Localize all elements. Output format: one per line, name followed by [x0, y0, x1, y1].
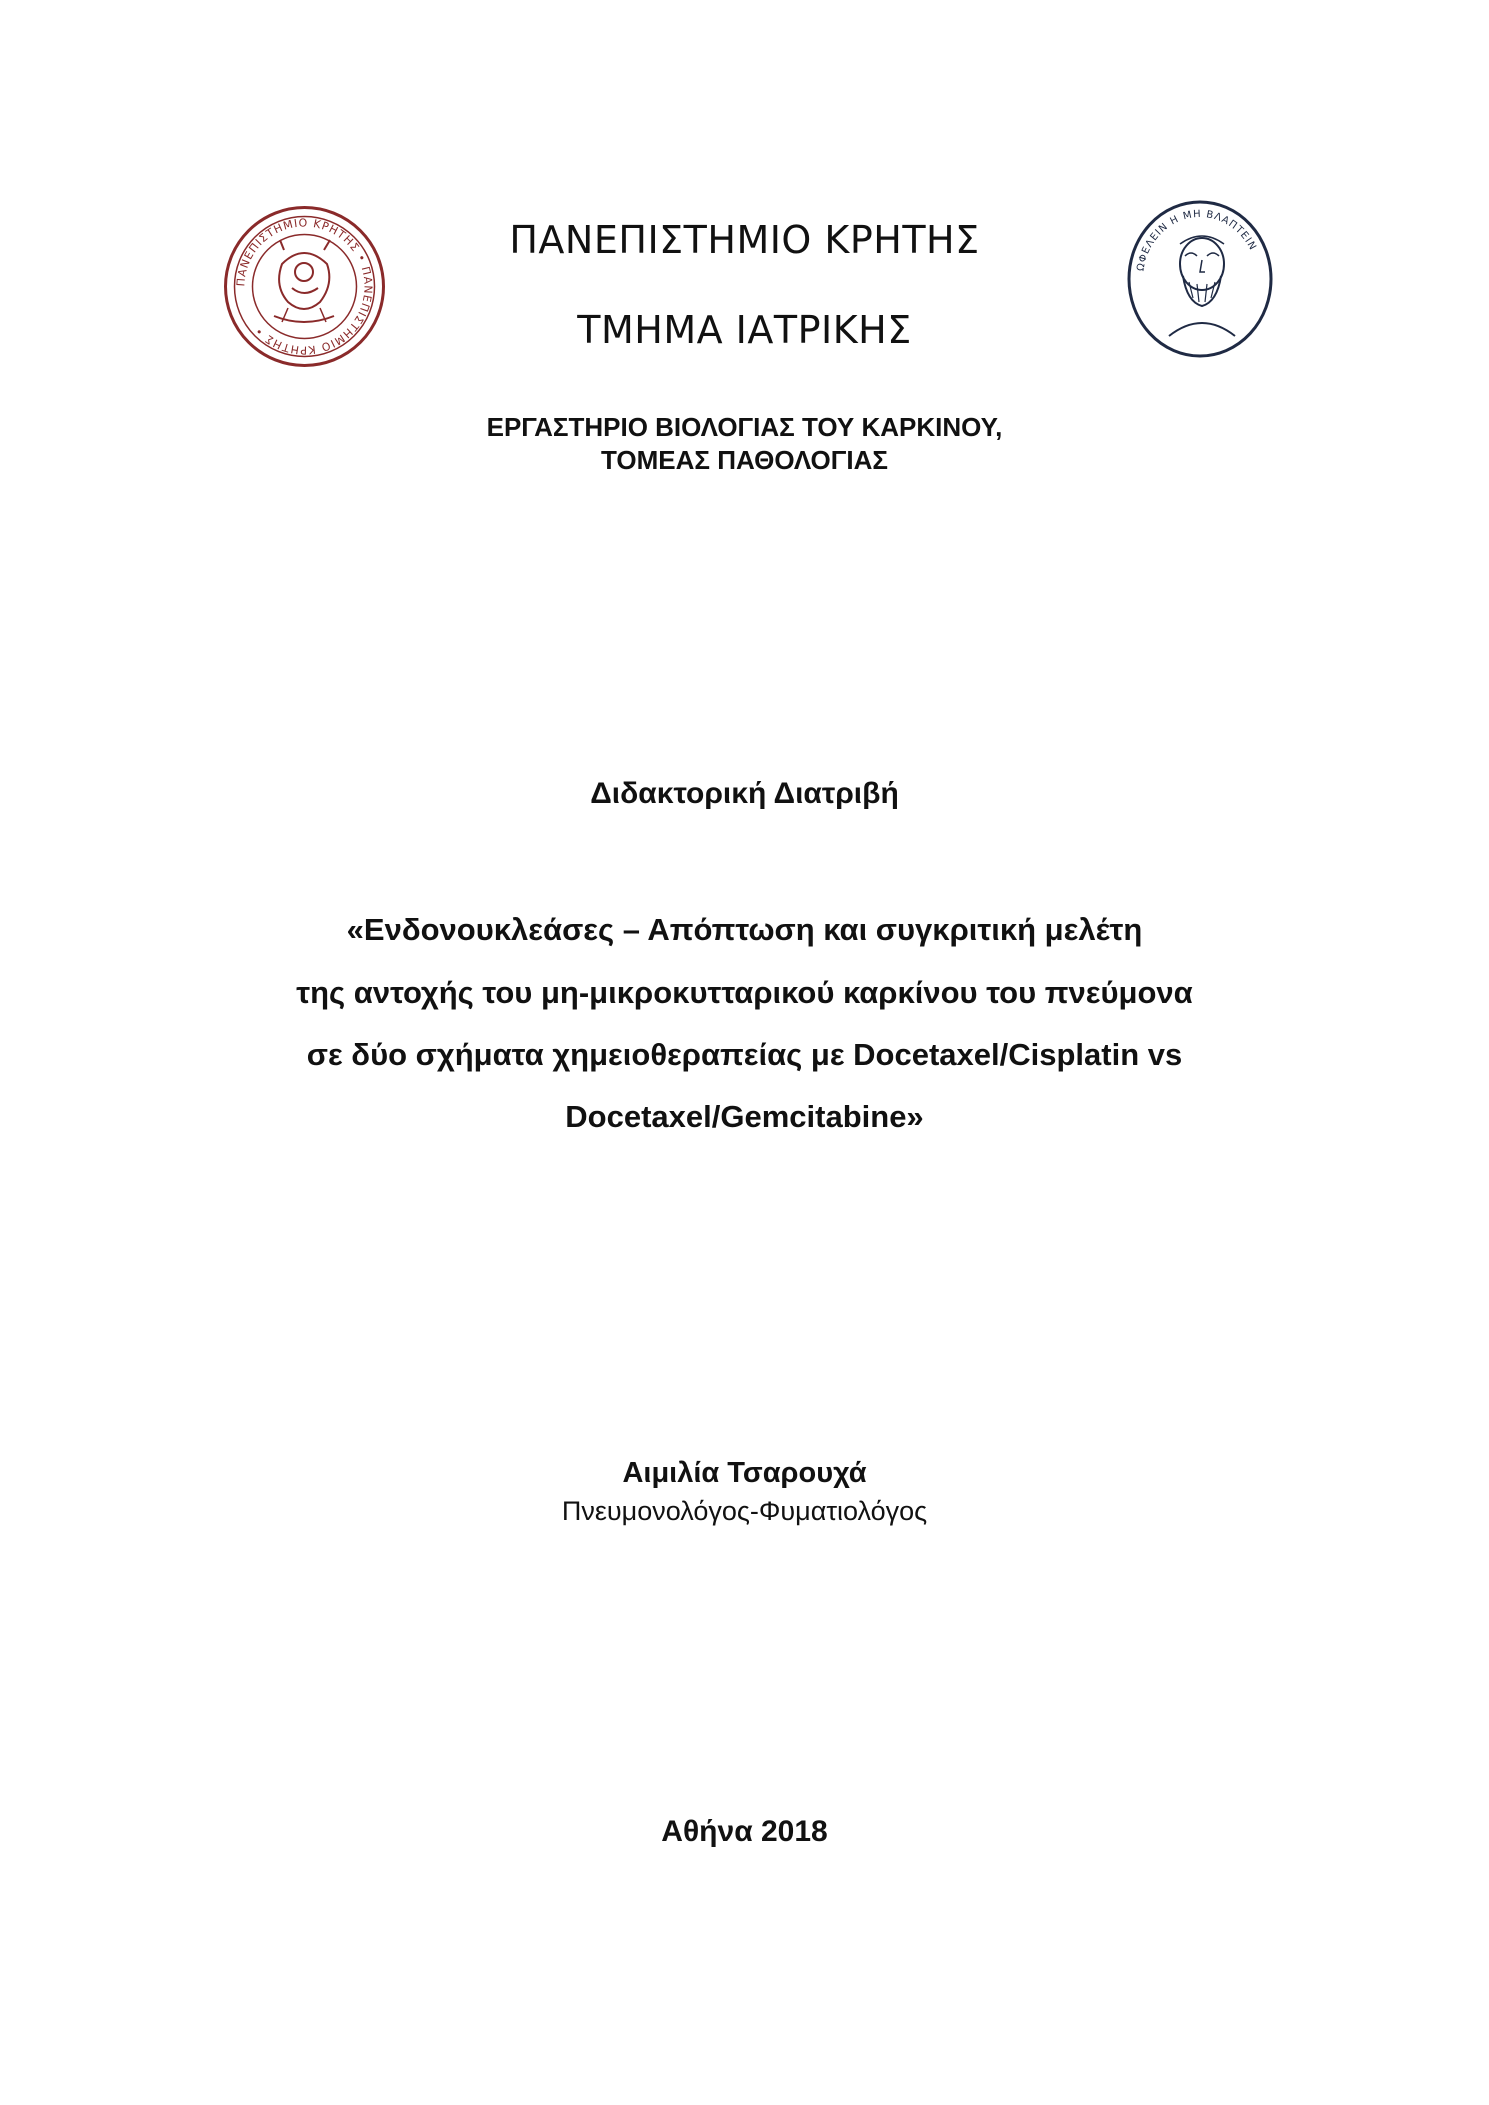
author-specialty: Πνευμονολόγος-Φυματιολόγος [561, 1496, 928, 1526]
thesis-title-line-2: της αντοχής του μη-μικροκυτταρικού καρκίνου του πνεύμονα [296, 975, 1193, 1010]
svg-text:ΠΑΝΕΠΙΣΤΗΜΙΟ ΚΡΗΤΗΣ • ΠΑΝΕΠΙΣΤ: ΠΑΝΕΠΙΣΤΗΜΙΟ ΚΡΗΤΗΣ • ΠΑΝΕΠΙΣΤΗΜΙΟ ΚΡΗΤΗΣ • [234, 216, 375, 357]
thesis-title-line-4: Docetaxel/Gemcitabine» [565, 1099, 924, 1134]
thesis-title-line-3: σε δύο σχήματα χημειοθεραπείας με Docetaxel/Cisplatin vs [306, 1037, 1183, 1072]
svg-text:ΩΦΕΛΕΙΝ Η ΜΗ ΒΛΑΠΤΕΙΝ: ΩΦΕΛΕΙΝ Η ΜΗ ΒΛΑΠΤΕΙΝ [1135, 208, 1259, 273]
lab-name-line-2: ΤΟΜΕΑΣ ΠΑΘΟΛΟΓΙΑΣ [601, 445, 888, 475]
department-title: ΤΜΗΜΑ ΙΑΤΡΙΚΗΣ [577, 308, 912, 352]
lab-name-line-1: ΕΡΓΑΣΤΗΡΙΟ ΒΙΟΛΟΓΙΑΣ ΤΟΥ ΚΑΡΚΙΝΟΥ, [486, 412, 1003, 442]
place-and-year: Αθήνα 2018 [661, 1815, 828, 1848]
author-name: Αιμιλία Τσαρουχά [622, 1457, 867, 1489]
thesis-title-line-1: «Ενδονουκλεάσες – Απόπτωση και συγκριτική μελέτη [346, 912, 1143, 947]
university-title: ΠΑΝΕΠΙΣΤΗΜΙΟ ΚΡΗΤΗΣ [509, 218, 980, 262]
document-type: Διδακτορική Διατριβή [590, 777, 899, 810]
